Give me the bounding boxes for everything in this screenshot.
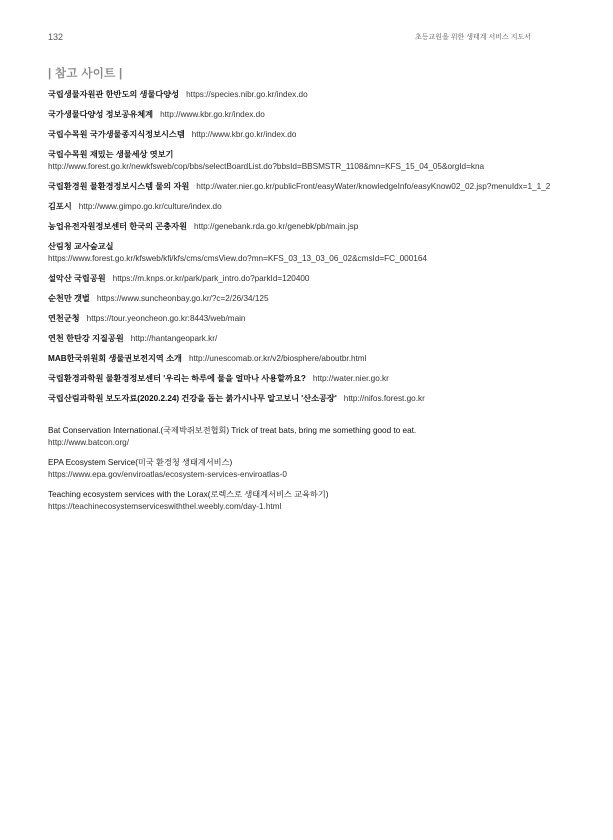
running-title: 초등교원을 위한 생태계 서비스 지도서 <box>415 34 531 41</box>
reference-item <box>48 489 568 513</box>
reference-name: MAB한국위원회 생물권보전지역 소개 <box>48 354 182 363</box>
reference-item <box>48 89 568 101</box>
reference-name: 연천 한탄강 지질공원 <box>48 334 124 343</box>
reference-name: 국립산림과학원 보도자료(2020.2.24) 건강을 돕는 붉가시나무 알고보니 '산소공장' <box>48 394 337 403</box>
reference-item <box>48 201 568 213</box>
reference-link[interactable]: http://unescomab.or.kr/v2/biosphere/aboutbr.html <box>188 354 367 363</box>
reference-item <box>48 241 568 265</box>
reference-item <box>48 109 568 121</box>
reference-link[interactable]: https://www.epa.gov/enviroatlas/ecosystem-services-enviroatlas-0 <box>48 470 287 479</box>
reference-name: 국립환경원 물환경정보시스템 물의 자원 <box>48 182 190 191</box>
reference-link[interactable]: http://genebank.rda.go.kr/genebk/pb/main.jsp <box>194 222 359 231</box>
reference-name: 국립환경과학원 물환경정보센터 '우리는 하루에 물을 얼마나 사용할까요? <box>48 374 306 383</box>
reference-link[interactable]: http://www.batcon.org/ <box>48 438 130 447</box>
reference-name: 산림청 교사숲교실 <box>48 242 114 251</box>
reference-item <box>48 221 568 233</box>
reference-link[interactable]: http://nifos.forest.go.kr <box>343 394 425 403</box>
reference-link[interactable]: https://m.knps.or.kr/park/park_intro.do?parkId=120400 <box>112 274 310 283</box>
reference-item <box>48 425 568 449</box>
reference-link[interactable]: https://www.forest.go.kr/kfsweb/kfi/kfs/cms/cmsView.do?mn=KFS_03_13_03_06_02&cmsId=FC_000164 <box>48 254 427 263</box>
reference-link[interactable]: http://water.nier.go.kr/publicFront/easyWater/knowledgeInfo/easyKnow02_02.jsp?menuIdx=1_1_2 <box>196 182 551 191</box>
reference-link[interactable]: http://www.forest.go.kr/newkfsweb/cop/bbs/selectBoardList.do?bbsId=BBSMSTR_1108&mn=KFS_15_04_05&orgId=kna <box>48 162 485 171</box>
reference-item <box>48 129 568 141</box>
reference-link[interactable]: https://species.nibr.go.kr/index.do <box>186 90 308 99</box>
reference-item <box>48 353 568 365</box>
reference-name: 국립생물자원관 한반도의 생물다양성 <box>48 90 180 99</box>
reference-name: 농업유전자원정보센터 한국의 곤충자원 <box>48 222 188 231</box>
reference-name: EPA Ecosystem Service(미국 환경청 생태계서비스) <box>48 458 233 467</box>
reference-link[interactable]: https://tour.yeoncheon.go.kr:8443/web/main <box>86 314 246 323</box>
reference-name: 국립수목원 국가생물종지식정보시스템 <box>48 130 185 139</box>
reference-link[interactable]: http://water.nier.go.kr <box>312 374 389 383</box>
reference-name: 연천군청 <box>48 314 80 323</box>
reference-name: 국립수목원 재밌는 생물세상 엿보기 <box>48 150 174 159</box>
section-title: | 참고 사이트 | <box>48 68 123 80</box>
page-number: 132 <box>48 32 64 42</box>
reference-name: 국가생물다양성 정보공유체계 <box>48 110 154 119</box>
reference-item <box>48 313 568 325</box>
reference-link[interactable]: http://www.kbr.go.kr/index.do <box>160 110 265 119</box>
reference-link[interactable]: http://www.gimpo.go.kr/culture/index.do <box>78 202 222 211</box>
reference-item <box>48 273 568 285</box>
reference-link[interactable]: http://hantangeopark.kr/ <box>130 334 218 343</box>
reference-item <box>48 457 568 481</box>
reference-name: Bat Conservation International.(국제박쥐보전협회) Trick of treat bats, bring me something good to eat. <box>48 426 417 435</box>
korean-reference-list <box>48 89 568 413</box>
reference-name: 김포시 <box>48 202 72 211</box>
reference-item <box>48 181 568 193</box>
reference-item <box>48 393 568 405</box>
reference-link[interactable]: https://www.suncheonbay.go.kr/?c=2/26/34/125 <box>96 294 269 303</box>
reference-item <box>48 333 568 345</box>
reference-name: 설악산 국립공원 <box>48 274 106 283</box>
english-reference-list <box>48 425 568 521</box>
reference-item <box>48 293 568 305</box>
reference-name: Teaching ecosystem services with the Lorax(로렉스로 생태계서비스 교육하기) <box>48 490 329 499</box>
reference-link[interactable]: http://www.kbr.go.kr/index.do <box>191 130 297 139</box>
reference-item <box>48 149 568 173</box>
reference-link[interactable]: https://teachinecosystemserviceswiththel.weebly.com/day-1.html <box>48 502 282 511</box>
reference-name: 순천만 갯벌 <box>48 294 90 303</box>
reference-item <box>48 373 568 385</box>
